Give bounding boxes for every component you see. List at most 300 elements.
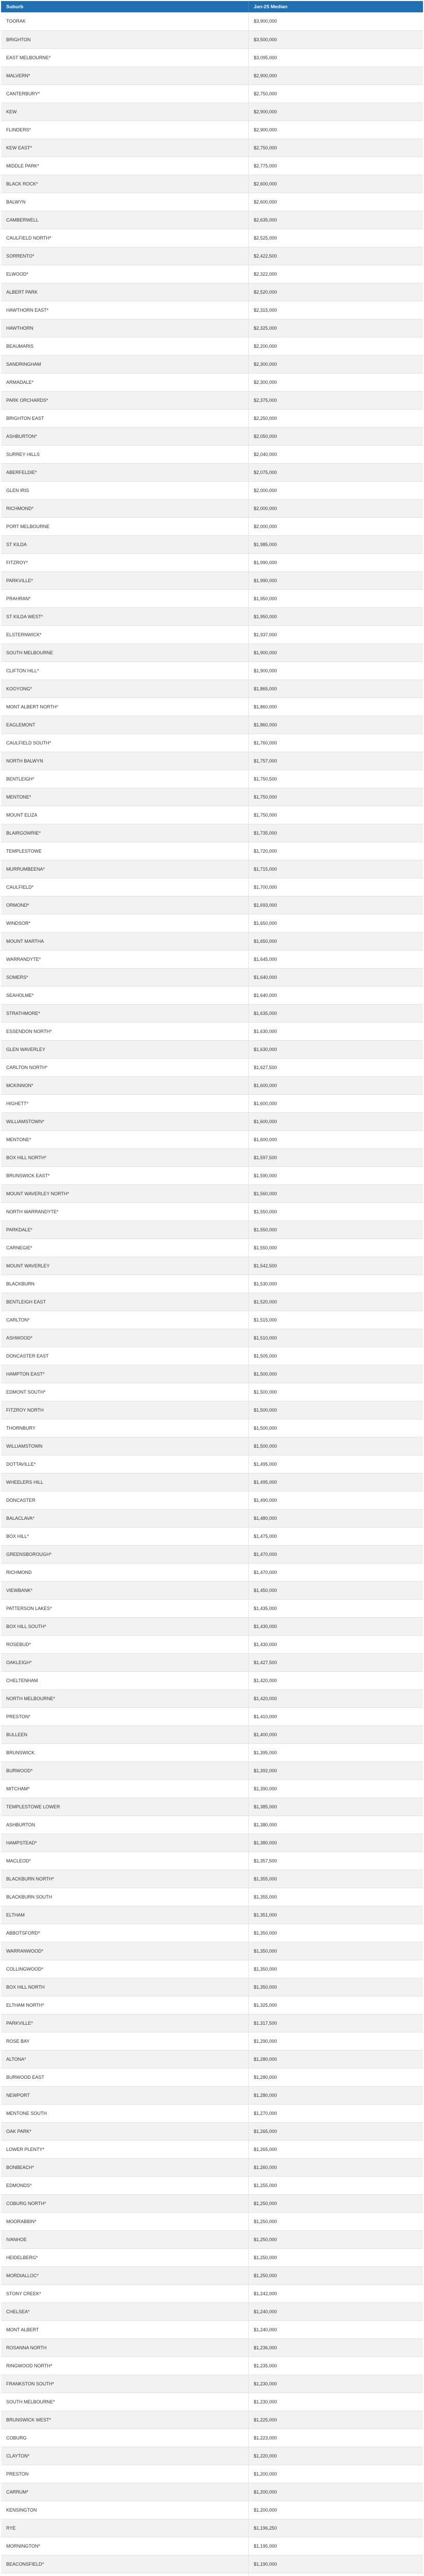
median-price-cell: $1,515,000 (248, 1311, 423, 1329)
median-price-cell: $2,900,000 (248, 103, 423, 121)
suburb-cell: VIEWBANK* (1, 1581, 248, 1599)
median-price-cell: $1,351,000 (248, 1906, 423, 1924)
median-price-cell: $2,900,000 (248, 66, 423, 84)
table-row (1, 1852, 423, 1870)
median-price-cell: $1,700,000 (248, 878, 423, 896)
table-row (1, 734, 423, 752)
median-price-cell: $1,280,000 (248, 2068, 423, 2086)
table-row (1, 2357, 423, 2375)
suburb-cell: BURWOOD EAST (1, 2068, 248, 2086)
suburb-cell: SORRENTO* (1, 247, 248, 265)
table-row (1, 968, 423, 986)
table-row (1, 535, 423, 553)
suburb-cell: MCKINNON* (1, 1076, 248, 1094)
median-price-cell: $2,750,000 (248, 84, 423, 103)
table-row (1, 752, 423, 770)
table-row (1, 1707, 423, 1725)
median-price-cell: $1,242,000 (248, 2284, 423, 2302)
median-price-cell: $1,510,000 (248, 1329, 423, 1347)
table-row (1, 643, 423, 662)
suburb-cell: HEIDELBERG* (1, 2248, 248, 2266)
suburb-cell: STONY CREEK* (1, 2284, 248, 2302)
suburb-cell: ASHWOOD* (1, 1329, 248, 1347)
median-price-cell: $1,650,000 (248, 932, 423, 950)
table-row (1, 1148, 423, 1166)
median-price-cell: $1,390,000 (248, 1780, 423, 1798)
median-price-cell: $1,990,000 (248, 553, 423, 571)
table-row (1, 2501, 423, 2519)
median-price-cell: $1,255,000 (248, 2176, 423, 2194)
table-row (1, 1653, 423, 1671)
suburb-cell: EDMONT SOUTH* (1, 1383, 248, 1401)
median-price-cell: $1,223,000 (248, 2429, 423, 2447)
suburb-cell: BOX HILL NORTH (1, 1978, 248, 1996)
table-row (1, 806, 423, 824)
suburb-cell: RINGWOOD NORTH* (1, 2357, 248, 2375)
suburb-cell: MOUNT WAVERLEY NORTH* (1, 1184, 248, 1202)
table-row (1, 1761, 423, 1780)
suburb-cell: KOOYONG* (1, 680, 248, 698)
median-price-cell: $1,505,000 (248, 1347, 423, 1365)
table-row (1, 319, 423, 337)
table-row (1, 1437, 423, 1455)
suburb-cell: BURWOOD* (1, 1761, 248, 1780)
suburb-cell: PATTERSON LAKES* (1, 1599, 248, 1617)
median-price-cell: $1,235,000 (248, 2357, 423, 2375)
table-row (1, 1202, 423, 1221)
table-row (1, 589, 423, 607)
median-price-cell: $2,200,000 (248, 337, 423, 355)
table-row (1, 355, 423, 373)
table-row (1, 571, 423, 589)
median-price-cell: $1,420,000 (248, 1671, 423, 1689)
table-row (1, 66, 423, 84)
median-price-cell: $1,200,000 (248, 2501, 423, 2519)
suburb-cell: MOUNT MARTHA (1, 932, 248, 950)
median-price-cell: $1,542,500 (248, 1257, 423, 1275)
table-row (1, 2140, 423, 2158)
median-price-cell: $1,990,000 (248, 571, 423, 589)
table-row (1, 157, 423, 175)
median-price-cell: $1,450,000 (248, 1581, 423, 1599)
table-row (1, 265, 423, 283)
median-price-cell: $1,520,000 (248, 1293, 423, 1311)
median-price-cell: $1,550,000 (248, 1239, 423, 1257)
table-row (1, 2158, 423, 2176)
suburb-cell: LOWER PLENTY* (1, 2140, 248, 2158)
median-price-cell: $1,720,000 (248, 842, 423, 860)
table-row (1, 607, 423, 625)
median-price-cell: $2,635,000 (248, 211, 423, 229)
suburb-cell: OAK PARK* (1, 2122, 248, 2140)
suburb-cell: DOTTAVILLE* (1, 1455, 248, 1473)
table-row (1, 1617, 423, 1635)
median-price-cell: $1,250,000 (248, 2194, 423, 2212)
table-row (1, 2338, 423, 2357)
suburb-cell: HAMPSTEAD* (1, 1834, 248, 1852)
suburb-cell: BLACKBURN NORTH* (1, 1870, 248, 1888)
table-row (1, 1076, 423, 1094)
suburb-cell: BENTLEIGH* (1, 770, 248, 788)
suburb-cell: PORT MELBOURNE (1, 517, 248, 535)
median-price-cell: $1,195,000 (248, 2537, 423, 2555)
median-price-cell: $1,715,000 (248, 860, 423, 878)
median-price-cell: $1,265,000 (248, 2122, 423, 2140)
table-row (1, 481, 423, 499)
suburb-cell: NORTH MELBOURNE* (1, 1689, 248, 1707)
median-price-cell: $2,040,000 (248, 445, 423, 463)
median-price-cell: $1,400,000 (248, 1725, 423, 1743)
table-row (1, 680, 423, 698)
suburb-cell: EDMONDS* (1, 2176, 248, 2194)
median-price-cell: $1,475,000 (248, 1527, 423, 1545)
median-price-cell: $1,380,000 (248, 1834, 423, 1852)
median-price-cell: $1,500,000 (248, 1419, 423, 1437)
suburb-cell: BALWYN (1, 193, 248, 211)
table-row (1, 2555, 423, 2573)
suburb-cell (1, 2573, 248, 2576)
suburb-cell: MORNINGTON* (1, 2537, 248, 2555)
suburb-cell: DONCASTER (1, 1491, 248, 1509)
median-price-cell: $2,322,000 (248, 265, 423, 283)
suburb-cell: TOORAK (1, 12, 248, 30)
table-row (1, 662, 423, 680)
median-price-cell: $2,000,000 (248, 517, 423, 535)
suburb-cell: GLEN WAVERLEY (1, 1040, 248, 1058)
median-price-cell: $1,350,000 (248, 1942, 423, 1960)
suburb-cell: ELTHAM NORTH* (1, 1996, 248, 2014)
median-price-cell: $1,860,000 (248, 716, 423, 734)
table-row (1, 1130, 423, 1148)
table-row (1, 2447, 423, 2465)
median-price-cell: $1,693,000 (248, 896, 423, 914)
suburb-cell: ELTHAM (1, 1906, 248, 1924)
suburb-cell: CLIFTON HILL* (1, 662, 248, 680)
suburb-cell: GLEN IRIS (1, 481, 248, 499)
suburb-cell: RICHMOND (1, 1563, 248, 1581)
suburb-cell: COBURG (1, 2429, 248, 2447)
median-price-cell: $1,590,000 (248, 1166, 423, 1184)
median-price-cell: $1,236,000 (248, 2338, 423, 2357)
median-price-cell: $2,315,000 (248, 301, 423, 319)
suburb-cell: ST KILDA (1, 535, 248, 553)
table-row (1, 986, 423, 1004)
suburb-cell: ELSTERNWICK* (1, 625, 248, 643)
table-row (1, 1455, 423, 1473)
median-price-cell: $1,630,000 (248, 1040, 423, 1058)
median-price-cell: $1,470,000 (248, 1563, 423, 1581)
suburb-cell: FITZROY NORTH (1, 1401, 248, 1419)
median-price-cell: $1,250,000 (248, 2248, 423, 2266)
table-row (1, 1311, 423, 1329)
suburb-cell: MOUNT WAVERLEY (1, 1257, 248, 1275)
table-row (1, 1960, 423, 1978)
median-price-cell: $1,250,000 (248, 2230, 423, 2248)
suburb-cell: WHEELERS HILL (1, 1473, 248, 1491)
median-price-cell: $1,900,000 (248, 662, 423, 680)
table-row (1, 247, 423, 265)
median-price-cell: $1,350,000 (248, 1960, 423, 1978)
table-row (1, 553, 423, 571)
median-price-cell: $1,530,000 (248, 1275, 423, 1293)
table-row (1, 788, 423, 806)
table-row (1, 1293, 423, 1311)
table-row (1, 84, 423, 103)
median-price-cell: $1,600,000 (248, 1076, 423, 1094)
suburb-cell: SURREY HILLS (1, 445, 248, 463)
table-row (1, 139, 423, 157)
table-row (1, 337, 423, 355)
median-price-table (1, 1, 423, 2576)
suburb-cell: CARRUM* (1, 2483, 248, 2501)
median-price-cell: $1,350,000 (248, 1978, 423, 1996)
median-price-cell: $1,470,000 (248, 1545, 423, 1563)
suburb-cell: BONBEACH* (1, 2158, 248, 2176)
suburb-cell: SOMERS* (1, 968, 248, 986)
median-price-cell: $3,500,000 (248, 30, 423, 48)
table-row (1, 1527, 423, 1545)
table-row (1, 842, 423, 860)
table-row (1, 1996, 423, 2014)
median-price-cell: $1,435,000 (248, 1599, 423, 1617)
table-row (1, 698, 423, 716)
suburb-cell: PARKVILLE* (1, 571, 248, 589)
suburb-cell: SOUTH MELBOURNE* (1, 2393, 248, 2411)
suburb-cell: RICHMOND* (1, 499, 248, 517)
median-price-cell: $2,300,000 (248, 355, 423, 373)
table-row (1, 1798, 423, 1816)
suburb-cell: DONCASTER EAST (1, 1347, 248, 1365)
median-price-cell: $2,000,000 (248, 499, 423, 517)
table-row (1, 103, 423, 121)
suburb-cell: ST KILDA WEST* (1, 607, 248, 625)
table-row (1, 121, 423, 139)
table-row (1, 1834, 423, 1852)
table-row (1, 1870, 423, 1888)
suburb-cell: GREENSBOROUGH* (1, 1545, 248, 1563)
median-price-table-container (1, 1, 423, 2576)
suburb-cell: BRUNSWICK EAST* (1, 1166, 248, 1184)
suburb-cell: SEAHOLME* (1, 986, 248, 1004)
table-row (1, 12, 423, 30)
median-price-cell: $1,490,000 (248, 1491, 423, 1509)
table-row (1, 625, 423, 643)
median-price-cell: $1,635,000 (248, 1004, 423, 1022)
suburb-cell: OAKLEIGH* (1, 1653, 248, 1671)
table-row (1, 2230, 423, 2248)
suburb-cell: ABERFELDIE* (1, 463, 248, 481)
median-price-cell: $1,750,000 (248, 806, 423, 824)
suburb-cell: BLACKBURN SOUTH (1, 1888, 248, 1906)
table-row (1, 1743, 423, 1761)
table-row (1, 1942, 423, 1960)
suburb-cell: BEAUMARIS (1, 337, 248, 355)
median-price-cell: $1,240,000 (248, 2302, 423, 2320)
suburb-cell: PARKVILLE* (1, 2014, 248, 2032)
table-row (1, 1780, 423, 1798)
table-row (1, 1816, 423, 1834)
table-row (1, 2519, 423, 2537)
median-price-cell: $1,230,000 (248, 2375, 423, 2393)
table-row (1, 2050, 423, 2068)
table-row (1, 2266, 423, 2284)
median-price-cell: $1,950,000 (248, 607, 423, 625)
table-row (1, 2393, 423, 2411)
suburb-cell: ASHBURTON* (1, 427, 248, 445)
table-row (1, 1419, 423, 1437)
median-price-cell: $1,985,000 (248, 535, 423, 553)
table-row (1, 1004, 423, 1022)
suburb-cell: BRUNSWICK (1, 1743, 248, 1761)
median-price-cell: $2,075,000 (248, 463, 423, 481)
table-row (1, 391, 423, 409)
table-row (1, 283, 423, 301)
median-price-cell: $2,250,000 (248, 409, 423, 427)
suburb-cell: CHELTENHAM (1, 1671, 248, 1689)
table-row (1, 914, 423, 932)
suburb-cell: CARLTON NORTH* (1, 1058, 248, 1076)
table-row (1, 1473, 423, 1491)
table-row (1, 1365, 423, 1383)
median-price-cell: $1,392,000 (248, 1761, 423, 1780)
suburb-cell: HAWTHORN EAST* (1, 301, 248, 319)
table-row (1, 2122, 423, 2140)
table-row (1, 409, 423, 427)
suburb-cell: CAMBERWELL (1, 211, 248, 229)
median-price-cell: $1,645,000 (248, 950, 423, 968)
median-price-cell: $1,627,500 (248, 1058, 423, 1076)
table-row (1, 1725, 423, 1743)
suburb-cell: BRUNSWICK WEST* (1, 2411, 248, 2429)
median-price-cell: $1,480,000 (248, 1509, 423, 1527)
table-row (1, 2212, 423, 2230)
median-price-cell: $1,230,000 (248, 2393, 423, 2411)
table-row (1, 2194, 423, 2212)
table-row (1, 1491, 423, 1509)
median-price-cell: $1,196,250 (248, 2519, 423, 2537)
suburb-cell: ALBERT PARK (1, 283, 248, 301)
suburb-cell: HAWTHORN (1, 319, 248, 337)
median-price-cell: $1,600,000 (248, 1094, 423, 1112)
suburb-cell: MACLEOD* (1, 1852, 248, 1870)
table-row (1, 2411, 423, 2429)
table-row (1, 1094, 423, 1112)
table-row (1, 950, 423, 968)
median-price-cell: $1,650,000 (248, 914, 423, 932)
median-price-cell: $2,750,000 (248, 139, 423, 157)
table-row (1, 716, 423, 734)
median-price-cell: $1,950,000 (248, 589, 423, 607)
table-row (1, 1671, 423, 1689)
median-price-cell: $1,357,500 (248, 1852, 423, 1870)
table-row (1, 896, 423, 914)
median-price-cell: $1,430,000 (248, 1617, 423, 1635)
median-price-cell: $1,600,000 (248, 1112, 423, 1130)
median-price-cell: $1,225,000 (248, 2411, 423, 2429)
median-price-cell: $1,430,000 (248, 1635, 423, 1653)
suburb-cell: TEMPLESTOWE (1, 842, 248, 860)
median-price-cell: $1,395,000 (248, 1743, 423, 1761)
suburb-cell: KEW EAST* (1, 139, 248, 157)
median-price-cell: $1,640,000 (248, 968, 423, 986)
table-row (1, 1888, 423, 1906)
median-price-cell: $1,750,500 (248, 770, 423, 788)
median-price-cell: $1,640,000 (248, 986, 423, 1004)
suburb-cell: COLLINGWOOD* (1, 1960, 248, 1978)
table-row (1, 860, 423, 878)
table-row (1, 1275, 423, 1293)
median-price-cell: $1,240,000 (248, 2320, 423, 2338)
median-price-cell: $1,280,000 (248, 2050, 423, 2068)
table-row (1, 229, 423, 247)
median-price-cell: $2,775,000 (248, 157, 423, 175)
table-row (1, 517, 423, 535)
median-price-cell: $1,865,000 (248, 680, 423, 698)
suburb-cell: NEWPORT (1, 2086, 248, 2104)
suburb-cell: ABBOTSFORD* (1, 1924, 248, 1942)
suburb-cell: NORTH WARRANDYTE* (1, 1202, 248, 1221)
median-price-cell: $2,520,000 (248, 283, 423, 301)
suburb-cell: BEACONSFIELD* (1, 2555, 248, 2573)
table-row (1, 932, 423, 950)
median-price-cell: $1,220,000 (248, 2447, 423, 2465)
suburb-cell: ARMADALE* (1, 373, 248, 391)
suburb-cell: CLAYTON* (1, 2447, 248, 2465)
suburb-cell: ROSE BAY (1, 2032, 248, 2050)
suburb-cell: BENTLEIGH EAST (1, 1293, 248, 1311)
table-row (1, 1184, 423, 1202)
median-price-cell: $1,500,000 (248, 1401, 423, 1419)
table-row (1, 1257, 423, 1275)
table-row (1, 2465, 423, 2483)
median-price-cell: $1,410,000 (248, 1707, 423, 1725)
suburb-cell: WINDSOR* (1, 914, 248, 932)
median-price-cell: $1,495,000 (248, 1473, 423, 1491)
table-row (1, 2068, 423, 2086)
median-price-cell: $1,757,000 (248, 752, 423, 770)
suburb-cell: WARRANWOOD* (1, 1942, 248, 1960)
suburb-cell: STRATHMORE* (1, 1004, 248, 1022)
median-price-cell: $2,000,000 (248, 481, 423, 499)
suburb-cell: ESSENDON NORTH* (1, 1022, 248, 1040)
table-row (1, 2176, 423, 2194)
table-row (1, 1221, 423, 1239)
median-price-cell: $1,270,000 (248, 2104, 423, 2122)
suburb-cell: IVANHOE (1, 2230, 248, 2248)
median-price-cell: $1,750,000 (248, 788, 423, 806)
median-price-cell: $1,380,000 (248, 1816, 423, 1834)
suburb-cell: WILLIAMSTOWN (1, 1437, 248, 1455)
median-price-cell: $1,560,000 (248, 1184, 423, 1202)
median-price-cell (248, 2573, 423, 2576)
median-price-cell: $1,265,000 (248, 2140, 423, 2158)
suburb-cell: CAULFIELD SOUTH* (1, 734, 248, 752)
table-row (1, 2429, 423, 2447)
suburb-cell: MITCHAM* (1, 1780, 248, 1798)
suburb-cell: MOORABBIN* (1, 2212, 248, 2230)
table-row (1, 2320, 423, 2338)
table-row (1, 2537, 423, 2555)
median-price-cell: $1,860,000 (248, 698, 423, 716)
suburb-cell: WILLIAMSTOWN* (1, 1112, 248, 1130)
table-row (1, 1112, 423, 1130)
median-price-cell: $1,355,000 (248, 1888, 423, 1906)
table-row (1, 824, 423, 842)
suburb-cell: CANTERBURY* (1, 84, 248, 103)
table-row (1, 878, 423, 896)
table-row (1, 373, 423, 391)
table-row (1, 770, 423, 788)
